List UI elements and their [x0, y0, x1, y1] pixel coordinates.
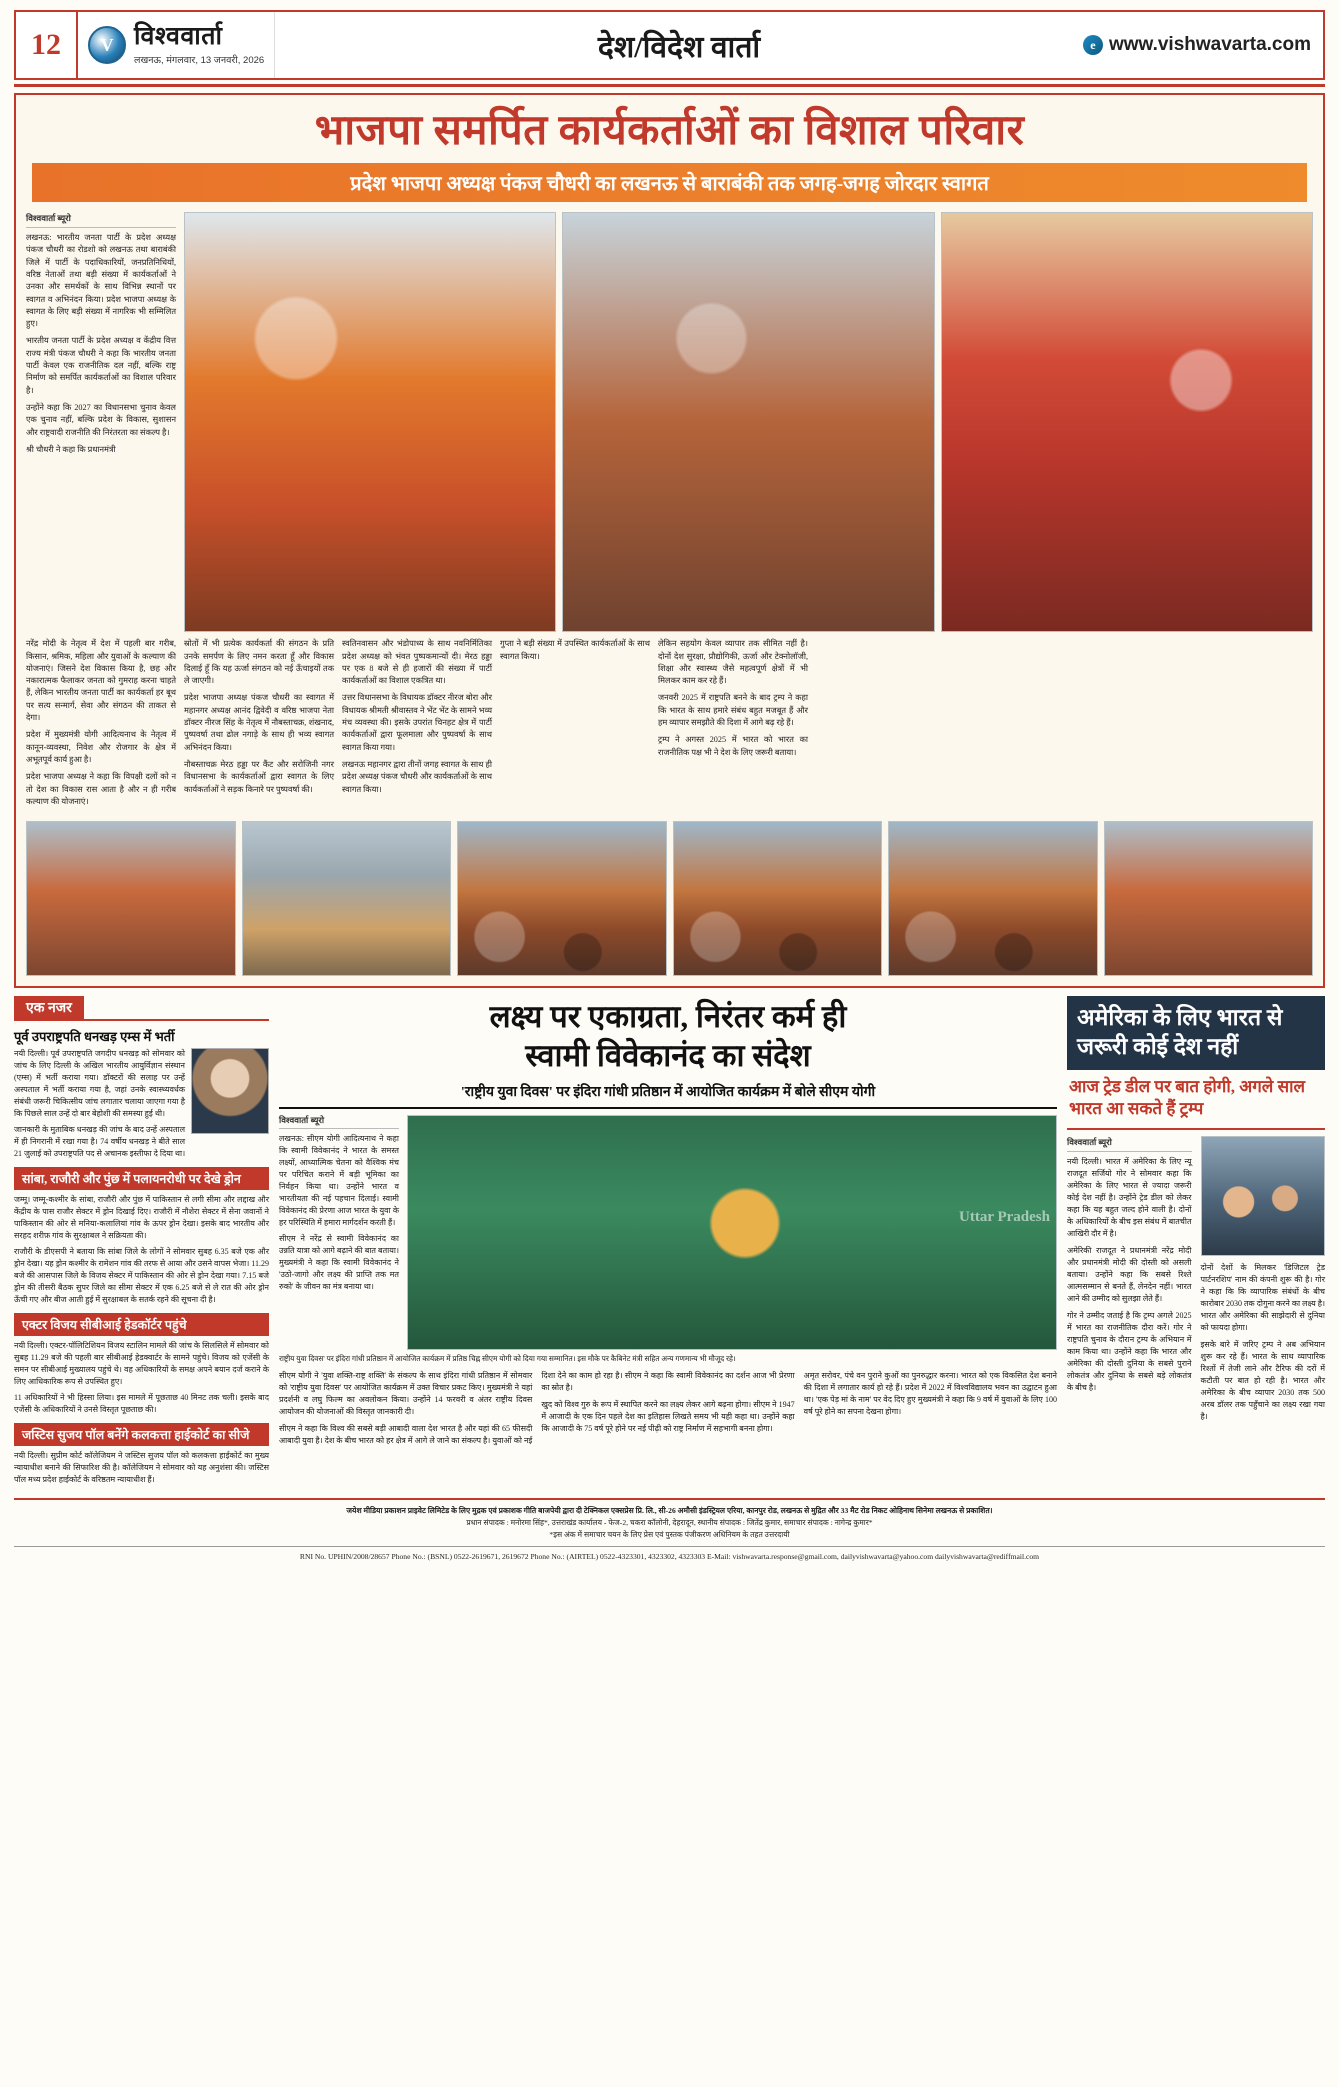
brief-body	[14, 1340, 269, 1416]
masthead-divider	[14, 84, 1325, 87]
crowd-photo-2	[673, 821, 883, 976]
brief-title: जस्टिस सुजय पॉल बनेंगे कलकत्ता हाईकोर्ट का सीजे	[14, 1423, 269, 1446]
brief-body	[14, 1450, 269, 1486]
portrait-photo	[191, 1048, 269, 1134]
paragraph: सीएम ने कहा कि विश्व की सबसे बड़ी आबादी वाला देश भारत है और यहां की 65 फीसदी आबादी युवा है। देश के बीच भारत को हर क्षेत्र में आगे ले जाने का संकल्प है। युवाओं को नई दिशा देने का काम हो रहा है। सीएम ने कहा कि स्वामी विवेकानंद का दर्शन आज भी प्रेरणा का स्रोत है।	[279, 1371, 795, 1446]
brief-body	[14, 1048, 269, 1160]
lead-column-2	[26, 638, 176, 813]
lead-text-columns	[26, 638, 1313, 813]
brief-title: सांबा, राजौरी और पुंछ में पलायनरोधी पर देखे ड्रोन	[14, 1167, 269, 1190]
rally-photo-flag	[184, 212, 556, 632]
briefs-section-tag: एक नजर	[14, 996, 84, 1019]
logo-mark-icon: V	[88, 26, 126, 64]
paragraph: लखनऊ: भारतीय जनता पार्टी के प्रदेश अध्यक्ष पंकज चौधरी का रोडशो को लखनऊ तथा बाराबंकी जिले में पार्टी के पदाधिकारियों, जनप्रतिनिधियों, वरिष्ठ नेताओं तथा बड़ी संख्या में कार्यकर्ताओं ने उनका और समर्थकों के साथ विभिन्न स्थानों पर स्वागत व अभिनंदन किया। प्रदेश भाजपा अध्यक्ष के स्वागत के लिए बड़ी संख्या में नागरिक भी सम्मिलित हुए।	[26, 233, 176, 329]
cm-yogi-event-photo	[407, 1115, 1057, 1350]
crowd-photo-3	[888, 821, 1098, 976]
lead-column-5	[500, 638, 650, 813]
lead-column-3	[184, 638, 334, 813]
paragraph: जम्मू। जम्मू-कश्मीर के सांबा, राजौरी और पुंछ में पाकिस्तान से लगी सीमा और लद्दाख और केंद्रीय के पास राजौर सेक्टर में ड्रोन दिखाई दिए। राजौरी में नौशेरा सेक्टर में सेना जवानों ने पाकिस्तान की ओर से मनिया-कलालियां गांव के ऊपर ड्रोन देखा। इसके बाद भारतीय और सरहद शरीफ़ गांव के सुरक्षाबल ने सक्रियता की।	[14, 1195, 269, 1241]
crowd-photo-1	[457, 821, 667, 976]
lead-column-1	[26, 212, 176, 632]
globe-icon: e	[1083, 35, 1103, 55]
website-url: www.vishwavarta.com	[1108, 34, 1311, 55]
paragraph: नरेंद्र मोदी के नेतृत्व में देश में पहली बार गरीब, किसान, श्रमिक, महिला और युवाओं के कल्याण की योजनाएं। जिसने देश विकास किया है, छह और नकारात्मक फैलाकर जनता को गुमराह करना चाहते हैं, लेकिन भारतीय जनता पार्टी का कार्यकर्ता हर बूथ पर सत्य सन्मार्ग, सेवा और संगठन की ताकत से देगा।	[26, 639, 176, 723]
paragraph: नयी दिल्ली। एक्टर-पॉलिटिशियन विजय स्टालिन मामले की जांच के सिलसिले में सोमवार को सुबह 11.29 बजे की पहली बार सीबीआई हेडक्वार्टर के सामने पहुंचे। विजय को एजेंसी के समन पर सीबीआई मुख्यालय पहुंचे थे। वह अधिकारियों के समक्ष अपने बयान दर्ज कराने के लिए आधिकारिक रूप से उपस्थित हुए।	[14, 1341, 269, 1387]
welcome-photo-1	[26, 821, 236, 976]
paragraph: इसके बारे में जरिए ट्रम्प ने अब अभियान शुरू कर रहे हैं। भारत के साथ व्यापारिक रिश्तों में तेजी लाने और टैरिफ की दरों में कटौती पर बात हो रही है। भारत और अमेरिका के बीच व्यापार 2030 तक 500 अरब डॉलर तक पहुँचाने का लक्ष्य रखा गया है।	[1200, 1339, 1325, 1421]
brief-item	[14, 1027, 269, 1160]
brief-title: पूर्व उपराष्ट्रपति धनखड़ एम्स में भर्ती	[14, 1029, 175, 1045]
paragraph: अमृत सरोवर, पंचे वन पुराने कुओं का पुनरुद्धार करना। भारत को एक विकसित देश बनाने की दिशा में लगातार कार्य हो रहे हैं। प्रदेश में 2022 में विश्वविद्यालय भवन का उद्घाटन हुआ था। 'एक पेड़ मां के नाम' पर वेद दिए हुए मुख्यमंत्री ने कहा कि 9 वर्ष में युवाओं के लिए 100 वर्ष पूरे होने का सपना देखना होगा।	[803, 1371, 1057, 1417]
imprint-line-2: प्रधान संपादक : मनोरमा सिंह*, उत्तराखंड कार्यालय - फेज-2, चकरा कॉलोनी, देहरादून, स्थानीय संपादक : जितेंद्र कुमार, समाचार संपादक : नागेन्द्र कुमार*	[466, 1518, 873, 1528]
brief-body	[14, 1194, 269, 1306]
paragraph: उन्होंने कहा कि 2027 का विधानसभा चुनाव केवल एक चुनाव नहीं, बल्कि प्रदेश के विकास, सुशासन और राष्ट्रवादी राजनीति की निरंतरता का संकल्प है।	[26, 402, 176, 437]
trump-gor-photo	[1201, 1136, 1326, 1256]
page-footer	[14, 1498, 1325, 1563]
rally-photo-stage	[562, 212, 934, 632]
right-subhead: आज ट्रेड डील पर बात होगी, अगले साल भारत आ सकते हैं ट्रम्प	[1067, 1070, 1325, 1130]
publication-title: विश्ववार्ता	[134, 23, 223, 50]
middle-byline: विश्ववार्ता ब्यूरो	[279, 1115, 399, 1129]
middle-photo-caption: राष्ट्रीय युवा दिवस' पर इंदिरा गांधी प्रतिष्ठान में आयोजित कार्यक्रम में प्रतिष्ठ चिह्न सीएम योगी को दिया गया सम्मानित। इस मौके पर कैबिनेट मंत्री सहित अन्य गणमान्य भी मौजूद रहे।	[279, 1353, 736, 1363]
leader-garland-photo	[1104, 821, 1314, 976]
paragraph: नयी दिल्ली। पूर्व उपराष्ट्रपति जगदीप धनखड़ को सोमवार को जांच के लिए दिल्ली के अखिल भारतीय आयुर्विज्ञान संस्थान (एम्स) में भर्ती कराया गया। डॉक्टरों की सलाह पर उन्हें अस्पताल में भर्ती कराया गया है, जहां उनके स्वास्थ्यवर्धक संबंधी जरूरी चिकित्सीय जांच लगातार चलाया जाएगा गया है कि पिछले साल उन्हें दो बार बेहोशी की समस्या हुई थी।	[14, 1049, 185, 1119]
paragraph: जनवरी 2025 में राष्ट्रपति बनने के बाद ट्रम्प ने कहा कि भारत के साथ हमारे संबंध बहुत मजबूत हैं और हम व्यापार समझौते की दिशा में आगे बढ़ रहे हैं।	[658, 693, 808, 728]
paragraph: दोनों देशों के मिलकर 'डिजिटल ट्रेड पार्टनरशिप' नाम की कंपनी शुरू की है। गोर ने कहा कि कि व्यापारिक संबंधों के बीच कारोबार 2030 तक दोगुना करने का लक्ष्य है। भारत और अमेरिका की साझेदारी से दुनिया को फायदा होगा।	[1200, 1262, 1325, 1332]
rally-photo-flowers	[941, 212, 1313, 632]
paragraph: प्रदेश भाजपा अध्यक्ष ने कहा कि विपक्षी दलों को न तो देश का विकास रास आता है और न ही गरीब कल्याण की योजनाएं।	[26, 772, 176, 806]
road-show-photo	[242, 821, 452, 976]
middle-story	[279, 996, 1057, 1490]
middle-body-columns	[279, 1370, 1057, 1447]
paragraph: लेकिन सहयोग केवल व्यापार तक सीमित नहीं है। दोनों देश सुरक्षा, प्रौद्योगिकी, ऊर्जा और टेक्नोलॉजी, शिक्षा और स्वास्थ्य जैसे महत्वपूर्ण क्षेत्रों में भी मिलकर काम कर रहे हैं।	[658, 639, 808, 686]
paragraph: गुप्ता ने बड़ी संख्या में उपस्थित कार्यकर्ताओं के साथ स्वागत किया।	[500, 639, 650, 661]
brief-title: एक्टर विजय सीबीआई हेडकॉर्टर पहुंचे	[14, 1313, 269, 1336]
paragraph: राजौरी के डीएसपी ने बताया कि सांबा जिले के लोगों ने सोमवार सुबह 6.35 बजे एक और ड्रोन देखा। यह ड्रोन कश्मीर के रामेशन गांव की तरफ से आया और उसने वापस भेजा। 11.29 बजे की आसपास जिले के विजय सेक्टर में पाकिस्तान की ओर से ड्रोन देखा गया। 7.15 बजे ड्रोन की तीसरी बैठक सुपर जिले का सीमा सेक्टर में एक 6.25 बजे से ले रात की ओर ड्रोन ऊँची गए और बीज आती हुई में सुरक्षाबल के सतर्क रहने की सूचना दी है।	[14, 1247, 269, 1305]
paragraph: जानकारी के मुताबिक धनखड़ की जांच के बाद उन्हें अस्पताल में ही निगरानी में रखा गया है। 74 वर्षीय धनखड़ ने बीते साल 21 जुलाई को उपराष्ट्रपति पद से अचानक इस्तीफा दे दिया था।	[14, 1125, 186, 1159]
lead-story	[14, 93, 1325, 988]
right-body-columns	[1067, 1136, 1325, 1423]
middle-headline-line2: स्वामी विवेकानंद का संदेश	[525, 1037, 811, 1073]
paragraph: श्री चौधरी ने कहा कि प्रधानमंत्री	[26, 444, 116, 454]
lead-headline: भाजपा समर्पित कार्यकर्ताओं का विशाल परिवार	[314, 108, 1025, 154]
paragraph: भारतीय जनता पार्टी के प्रदेश अध्यक्ष व केंद्रीय वित्त राज्य मंत्री पंकज चौधरी ने कहा कि भारतीय जनता पार्टी केवल एक राजनीतिक दल नहीं, बल्कि राष्ट्र निर्माण को समर्पित कार्यकर्ताओं का विशाल परिवार है।	[26, 336, 176, 395]
paragraph: सीएम ने नरेंद्र से स्वामी विवेकानंद का उन्नति यात्रा को आगे बढ़ाने की बात बताया। मुख्यमंत्री ने कहा कि स्वामी विवेकानंद ने 'उठो-जागो और लक्ष्य की प्राप्ति तक मत रुको' के जीवन का मंत्र बनाया था।	[279, 1233, 399, 1291]
imprint-line-3: *इस अंक में समाचार चयन के लिए प्रेस एवं पुस्तक पंजीकरण अधिनियम के तहत उत्तरदायी	[549, 1530, 790, 1540]
middle-headline-line1: लक्ष्य पर एकाग्रता, निरंतर कर्म ही	[489, 999, 847, 1035]
paragraph: ट्रम्प ने अगस्त 2025 में भारत को भारत का राजनीतिक पक्ष भी ने देश के लिए जरूरी बताया।	[658, 735, 808, 757]
website-link[interactable]	[1083, 12, 1323, 78]
briefs-column	[14, 996, 269, 1490]
paragraph: खुद को विश्व गुरु के रूप में स्थापित करने का लक्ष्य लेकर आगे बढ़ना होगा। सीएम ने 1947 में आजादी के एक दिन पहले देश का इतिहास लिखते समय भी यही कहा था। उन्होंने कहा कि आजादी के 75 वर्ष पूरे होने पर नई पीढ़ी को राष्ट्र निर्माण में सहभागी बनना होगा।	[541, 1400, 795, 1434]
lead-photo-row	[184, 212, 1313, 632]
paragraph: नौबस्ताचक्र मेरठ हड्डा पर कैंट और सरोजिनी नगर विधानसभा के कार्यकर्ताओं द्वारा स्वागत के लिए कार्यकर्ताओं ने सड़क किनारे पर पुष्पवर्षा की।	[184, 759, 334, 794]
lead-photo-strip	[26, 821, 1313, 976]
paragraph: स्वतिनवासन और भंडोपाध्य के साथ नवनिर्मितिका प्रदेश अध्यक्ष को भंवत पुष्पकमान्यों दी। मेरठ हड्डा पर एक 8 बजे से ही हजारों की संख्या में पार्टी कार्यकर्ताओं का विशाल एकत्रित था।	[342, 639, 492, 686]
right-story	[1067, 996, 1325, 1490]
middle-subhead: 'राष्ट्रीय युवा दिवस' पर इंदिरा गांधी प्रतिष्ठान में आयोजित कार्यक्रम में बोले सीएम योगी	[279, 1082, 1057, 1109]
masthead	[14, 10, 1325, 80]
paragraph: नयी दिल्ली। भारत में अमेरिका के लिए न्यू राजदूत सर्जियो गोर ने सोमवार कहा कि अमेरिका के लिए भारत से ज्यादा जरूरी कोई देश नहीं है। उन्होंने ट्रेड डील को लेकर कहा कि यह बहुत जल्द होने वाली है। दोनों के अधिकारियों के बीच इस संबंध में बातचीत आखिरी दौर में है।	[1067, 1156, 1192, 1238]
right-headline: अमेरिका के लिए भारत से जरूरी कोई देश नहीं	[1067, 996, 1325, 1070]
paragraph: उत्तर विधानसभा के विधायक डॉक्टर नीरज बोरा और विधायक श्रीमती श्रीवास्तव ने भेंट भेंट के सामने भव्य मंच व्यवस्था की। इसके उपरांत चिनहट क्षेत्र में पार्टी कार्यकर्ताओं द्वारा फूलमाला और पुष्पवर्षा के साथ स्वागत किया गया।	[342, 693, 492, 752]
rni-contact-line: RNI No. UPHIN/2008/28657 Phone No.: (BSNL) 0522-2619671, 2619672 Phone No.: (AIRTEL) 0522-4323301, 4323302, 4323303 E-Mail: vishwavarta.response@gmail.com, dailyvishwavarta@yahoo.com dailyvishwavarta@rediffmail.com	[299, 1551, 1040, 1561]
lead-subhead: प्रदेश भाजपा अध्यक्ष पंकज चौधरी का लखनऊ से बाराबंकी तक जगह-जगह जोरदार स्वागत	[32, 163, 1307, 202]
right-byline: विश्ववार्ता ब्यूरो	[1067, 1136, 1192, 1152]
imprint-line-1: जयेश मीडिया प्रकाशन प्राइवेट लिमिटेड के लिए मुद्रक एवं प्रकाशक गीति बाजपेयी द्वारा दी टेक्निकल एक्सप्रेस प्रि. लि., सी-26 अमौसी इंडस्ट्रियल एरिया, कानपुर रोड, लखनऊ से मुद्रित और 33 मैट रोड निकट ओहिनाथ सिनेमा लखनऊ से प्रकाशित।	[346, 1506, 993, 1516]
paragraph: नयी दिल्ली। सुप्रीम कोर्ट कॉलेजियम ने जस्टिस सुजय पॉल को कलकत्ता हाईकोर्ट का मुख्य न्यायाधीश बनाने की सिफारिश की है। कॉलेजियम ने सोमवार को यह अनुशंसा की। जस्टिस पॉल मध्य प्रदेश हाईकोर्ट के वरिष्ठतम न्यायाधीश हैं।	[14, 1451, 269, 1485]
paragraph: लखनऊ: सीएम योगी आदित्यनाथ ने कहा कि स्वामी विवेकानंद ने भारत के समस्त लक्ष्यों, आध्यात्मिक चेतना को वैश्विक मंच पर परिचित कराने में बड़ी भूमिका का निर्वहन किया था। उन्होंने भारत व भारतीयता की नई पहचान दिलाई। स्वामी विवेकानंद की प्रेरणा आज भारत के युवा के हर परिस्थिति में हमारा मार्गदर्शन करती हैं।	[279, 1133, 399, 1227]
lead-byline: विश्ववार्ता ब्यूरो	[26, 212, 176, 228]
paragraph: सीएम योगी ने 'युवा शक्ति-राष्ट्र शक्ति' के संकल्प के साथ इंदिरा गांधी प्रतिष्ठान में सोमवार को 'राष्ट्रीय युवा दिवस' पर आयोजित कार्यक्रम में उक्त विचार प्रकट किए। मुख्यमंत्री ने यहां प्रदर्शनी व लघु फिल्म का अवलोकन किया। उन्होंने 14 फरवरी व अंतर राष्ट्रीय दिवस आयोजन की योजनाओं की विस्तृत जानकारी दी।	[279, 1371, 533, 1417]
paragraph: गोर ने उम्मीद जताई है कि ट्रम्प अगले 2025 में भारत का राजनीतिक दौरा करें। गोर ने राष्ट्रपति चुनाव के दौरान ट्रम्प के अभियान में काम किया था। उन्होंने कहा कि भारत और अमेरिका की दोस्ती दुनिया के सबसे पुराने लोकतंत्र और दुनिया के सबसे बड़े लोकतंत्र के बीच है।	[1067, 1310, 1192, 1392]
section-title: देश/विदेश वार्ता	[597, 30, 761, 64]
publication-dateline: लखनऊ, मंगलवार, 13 जनवरी, 2026	[134, 55, 265, 66]
paragraph: अमेरिकी राजदूत ने प्रधानमंत्री नरेंद्र मोदी और प्रधानमंत्री मोदी की दोस्ती को असली बताया। उन्होंने कहा कि सबसे रिश्ते आत्मसम्मान से बनते हैं, लेनदेन नहीं। भारत आने की उम्मीद को सुलझा लेते हैं।	[1067, 1245, 1192, 1303]
paragraph: 11 अधिकारियों ने भी हिस्सा लिया। इस मामले में पूछताछ 40 मिनट तक चली। इसके बाद एजेंसी के अधिकारियों ने उनसे विस्तृत पूछताछ की।	[14, 1393, 269, 1415]
paragraph: लखनऊ महानगर द्वारा तीनों जगह स्वागत के साथ ही प्रदेश अध्यक्ष पंकज चौधरी और कार्यकर्ताओं के साथ स्वागत किया।	[342, 759, 492, 794]
paragraph: प्रदेश में मुख्यमंत्री योगी आदित्यनाथ के नेतृत्व में कानून-व्यवस्था, निवेश और रोजगार के क्षेत्र में अभूतपूर्व कार्य हुआ है।	[26, 730, 176, 764]
paragraph: प्रदेश भाजपा अध्यक्ष पंकज चौधरी का स्वागत में महानगर अध्यक्ष आनंद द्विवेदी व वरिष्ठ भाजपा नेता डॉक्टर नीरज सिंह के नेतृत्व में नौबस्ताचक्र, शंखनाद, पुष्पवर्षा तथा ढोल नगाड़े के साथ ही भव्य स्वागत अभिनंदन किया।	[184, 693, 334, 752]
paragraph: स्रोतों में भी प्रत्येक कार्यकर्ता की संगठन के प्रति उनके समर्पण के लिए नमन करता हूँ और विकास दिलाई हूँ कि यह ऊर्जा संगठन को नई ऊँचाइयों तक ले जाएगी।	[184, 639, 334, 686]
publication-logo	[78, 12, 275, 78]
lead-column-6	[658, 638, 808, 813]
lead-column-4	[342, 638, 492, 813]
photo-watermark: Uttar Pradesh	[959, 1208, 1050, 1225]
page-number: 12	[16, 12, 78, 78]
lower-section	[14, 996, 1325, 1490]
